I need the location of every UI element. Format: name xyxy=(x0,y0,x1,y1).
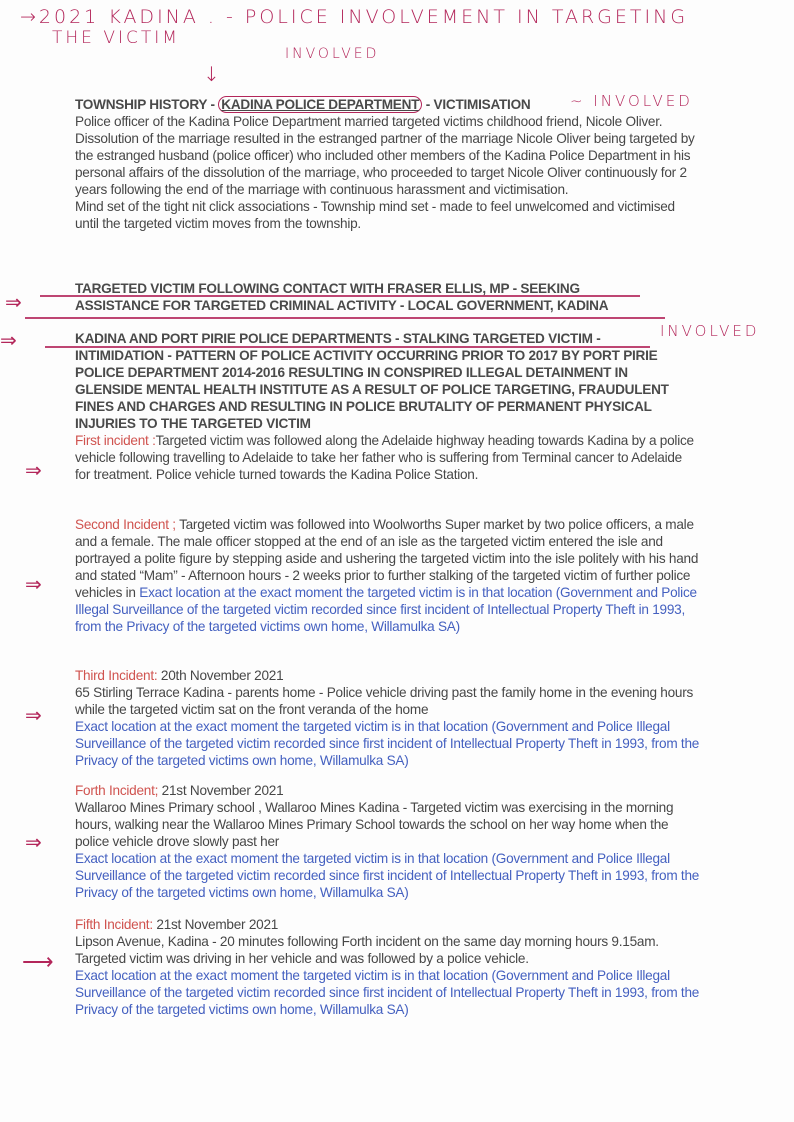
handwritten-title-line1: →2021 KADINA . - POLICE INVOLVEMENT IN TARGETING xyxy=(20,6,689,28)
incident-label: Fifth Incident: xyxy=(75,917,153,932)
surveillance-note: Exact location at the exact moment the targeted victim is in that location (Government and Police Illegal Surveillance of the targeted victim recorded since first incident of Intellectual Property Theft in 1993, from the Privacy of the targeted victims own home, Willamulka SA) xyxy=(75,719,700,768)
surveillance-note: Exact location at the exact moment the targeted victim is in that location (Government and Police Illegal Surveillance of the targeted victim recorded since first incident of Intellectual Property Theft in 1993, from the Privacy of the targeted victims own home, Willamulka SA) xyxy=(75,585,697,634)
long-arrow-icon: ⟶ xyxy=(22,950,54,975)
arrow-icon: ⇒ xyxy=(25,572,42,596)
incident-label: Forth Incident; xyxy=(75,783,159,798)
incident-5 xyxy=(75,916,700,1018)
incident-date: 20th November 2021 xyxy=(157,668,284,683)
section-heading: KADINA AND PORT PIRIE POLICE DEPARTMENTS - STALKING TARGETED VICTIM - INTIMIDATION - PATTERN OF POLICE ACTIVITY OCCURRING PRIOR TO 2017 BY PORT PIRIE POLICE DEPARTMENT 2014-2016 RESULTING IN CONSPIRED ILLEGAL DETAINMENT IN GLENSIDE MENTAL HEALTH INSTITUTE AS A RESULT OF POLICE TARGETING, FRAUDULENT FINES AND CHARGES AND RESULTING IN POLICE BRUTALITY OF PERMANENT PHYSICAL INJURIES TO THE TARGETED VICTIM xyxy=(75,331,669,431)
arrow-icon: ⇒ xyxy=(25,458,42,482)
incident-3 xyxy=(75,667,700,769)
heading-text: TOWNSHIP HISTORY - xyxy=(75,97,219,112)
pen-underline xyxy=(25,317,665,319)
surveillance-note: Exact location at the exact moment the targeted victim is in that location (Government and Police Illegal Surveillance of the targeted victim recorded since first incident of Intellectual Property Theft in 1993, from the Privacy of the targeted victims own home, Willamulka SA) xyxy=(75,851,700,900)
incident-text: Targeted victim was followed along the Adelaide highway heading towards Kadina by a police vehicle following travelling to Adelaide to take her father who is suffering from Terminal cancer to Adelaide for treatment. Police vehicle turned towards the Kadina Police Station. xyxy=(75,433,694,482)
section-township-history xyxy=(75,96,700,232)
down-arrow-icon: ↓ xyxy=(203,62,223,86)
arrow-icon: ⇒ xyxy=(25,703,42,727)
section-heading xyxy=(75,96,700,113)
incident-label: Third Incident: xyxy=(75,668,158,683)
section-police-departments xyxy=(75,330,700,432)
incident-1 xyxy=(75,432,700,483)
surveillance-note: Exact location at the exact moment the targeted victim is in that location (Government and Police Illegal Surveillance of the targeted victim recorded since first incident of Intellectual Property Theft in 1993, from the Privacy of the targeted victims own home, Willamulka SA) xyxy=(75,968,700,1017)
section-fraser-ellis-heading: TARGETED VICTIM FOLLOWING CONTACT WITH FRASER ELLIS, MP - SEEKING ASSISTANCE FOR TARGETED CRIMINAL ACTIVITY - LOCAL GOVERNMENT, KADINA xyxy=(75,281,609,313)
incident-label: First incident : xyxy=(75,433,156,448)
incident-date: 21st November 2021 xyxy=(152,917,279,932)
paragraph: Police officer of the Kadina Police Department married targeted victims childhood friend, Nicole Oliver. Dissolution of the marriage resulted in the estranged partner of the marriage Nicole Oliver being targeted by the estranged husband (police officer) who included other members of the Kadina Police Department in his personal affairs of the dissolution of the marriage, who proceeded to target Nicole Oliver continuously for 2 years following the end of the marriage with continuous harassment and victimisation. xyxy=(75,114,695,197)
incident-date: 21st November 2021 xyxy=(158,783,284,798)
handwritten-involved-right: ~ INVOLVED xyxy=(570,92,693,110)
arrow-icon: ⇒ xyxy=(0,328,17,352)
incident-text: Targeted victim was followed into Woolworths Super market by two police officers, a male and a female. The male officer stopped at the end of an isle as the targeted victim entered the isle and portrayed a polite figure by stepping aside and ushering the targeted victim into the isle politely with his hand and stated “Mam” - Afternoon hours - 2 weeks prior to further stalking of the targeted victim of further police vehicles in xyxy=(75,517,699,600)
incident-4 xyxy=(75,782,700,901)
incident-text: Wallaroo Mines Primary school , Wallaroo Mines Kadina - Targeted victim was exercising in the morning hours, walking near the Wallaroo Mines Primary School towards the school on her way home when the police vehicle drove slowly past her xyxy=(75,800,674,849)
incident-text: 65 Stirling Terrace Kadina - parents home - Police vehicle driving past the family home in the evening hours while the targeted victim sat on the front veranda of the home xyxy=(75,685,694,717)
incident-label: Second Incident ; xyxy=(75,517,176,532)
paragraph: Mind set of the tight nit click associations - Township mind set - made to feel unwelcomed and victimised until the targeted victim moves from the township. xyxy=(75,199,675,231)
handwritten-title-line2: THE VICTIM xyxy=(52,28,180,48)
arrow-icon: ⇒ xyxy=(5,290,22,314)
circled-heading-text: KADINA POLICE DEPARTMENT xyxy=(218,96,422,113)
handwritten-involved-section3: INVOLVED xyxy=(660,322,760,340)
heading-text: - VICTIMISATION xyxy=(422,97,531,112)
incident-2 xyxy=(75,516,700,635)
arrow-icon: ⇒ xyxy=(25,830,42,854)
incident-text: Lipson Avenue, Kadina - 20 minutes following Forth incident on the same day morning hours 9.15am. Targeted victim was driving in her vehicle and was followed by a police vehicle. xyxy=(75,934,659,966)
handwritten-involved-above: INVOLVED xyxy=(285,46,380,62)
